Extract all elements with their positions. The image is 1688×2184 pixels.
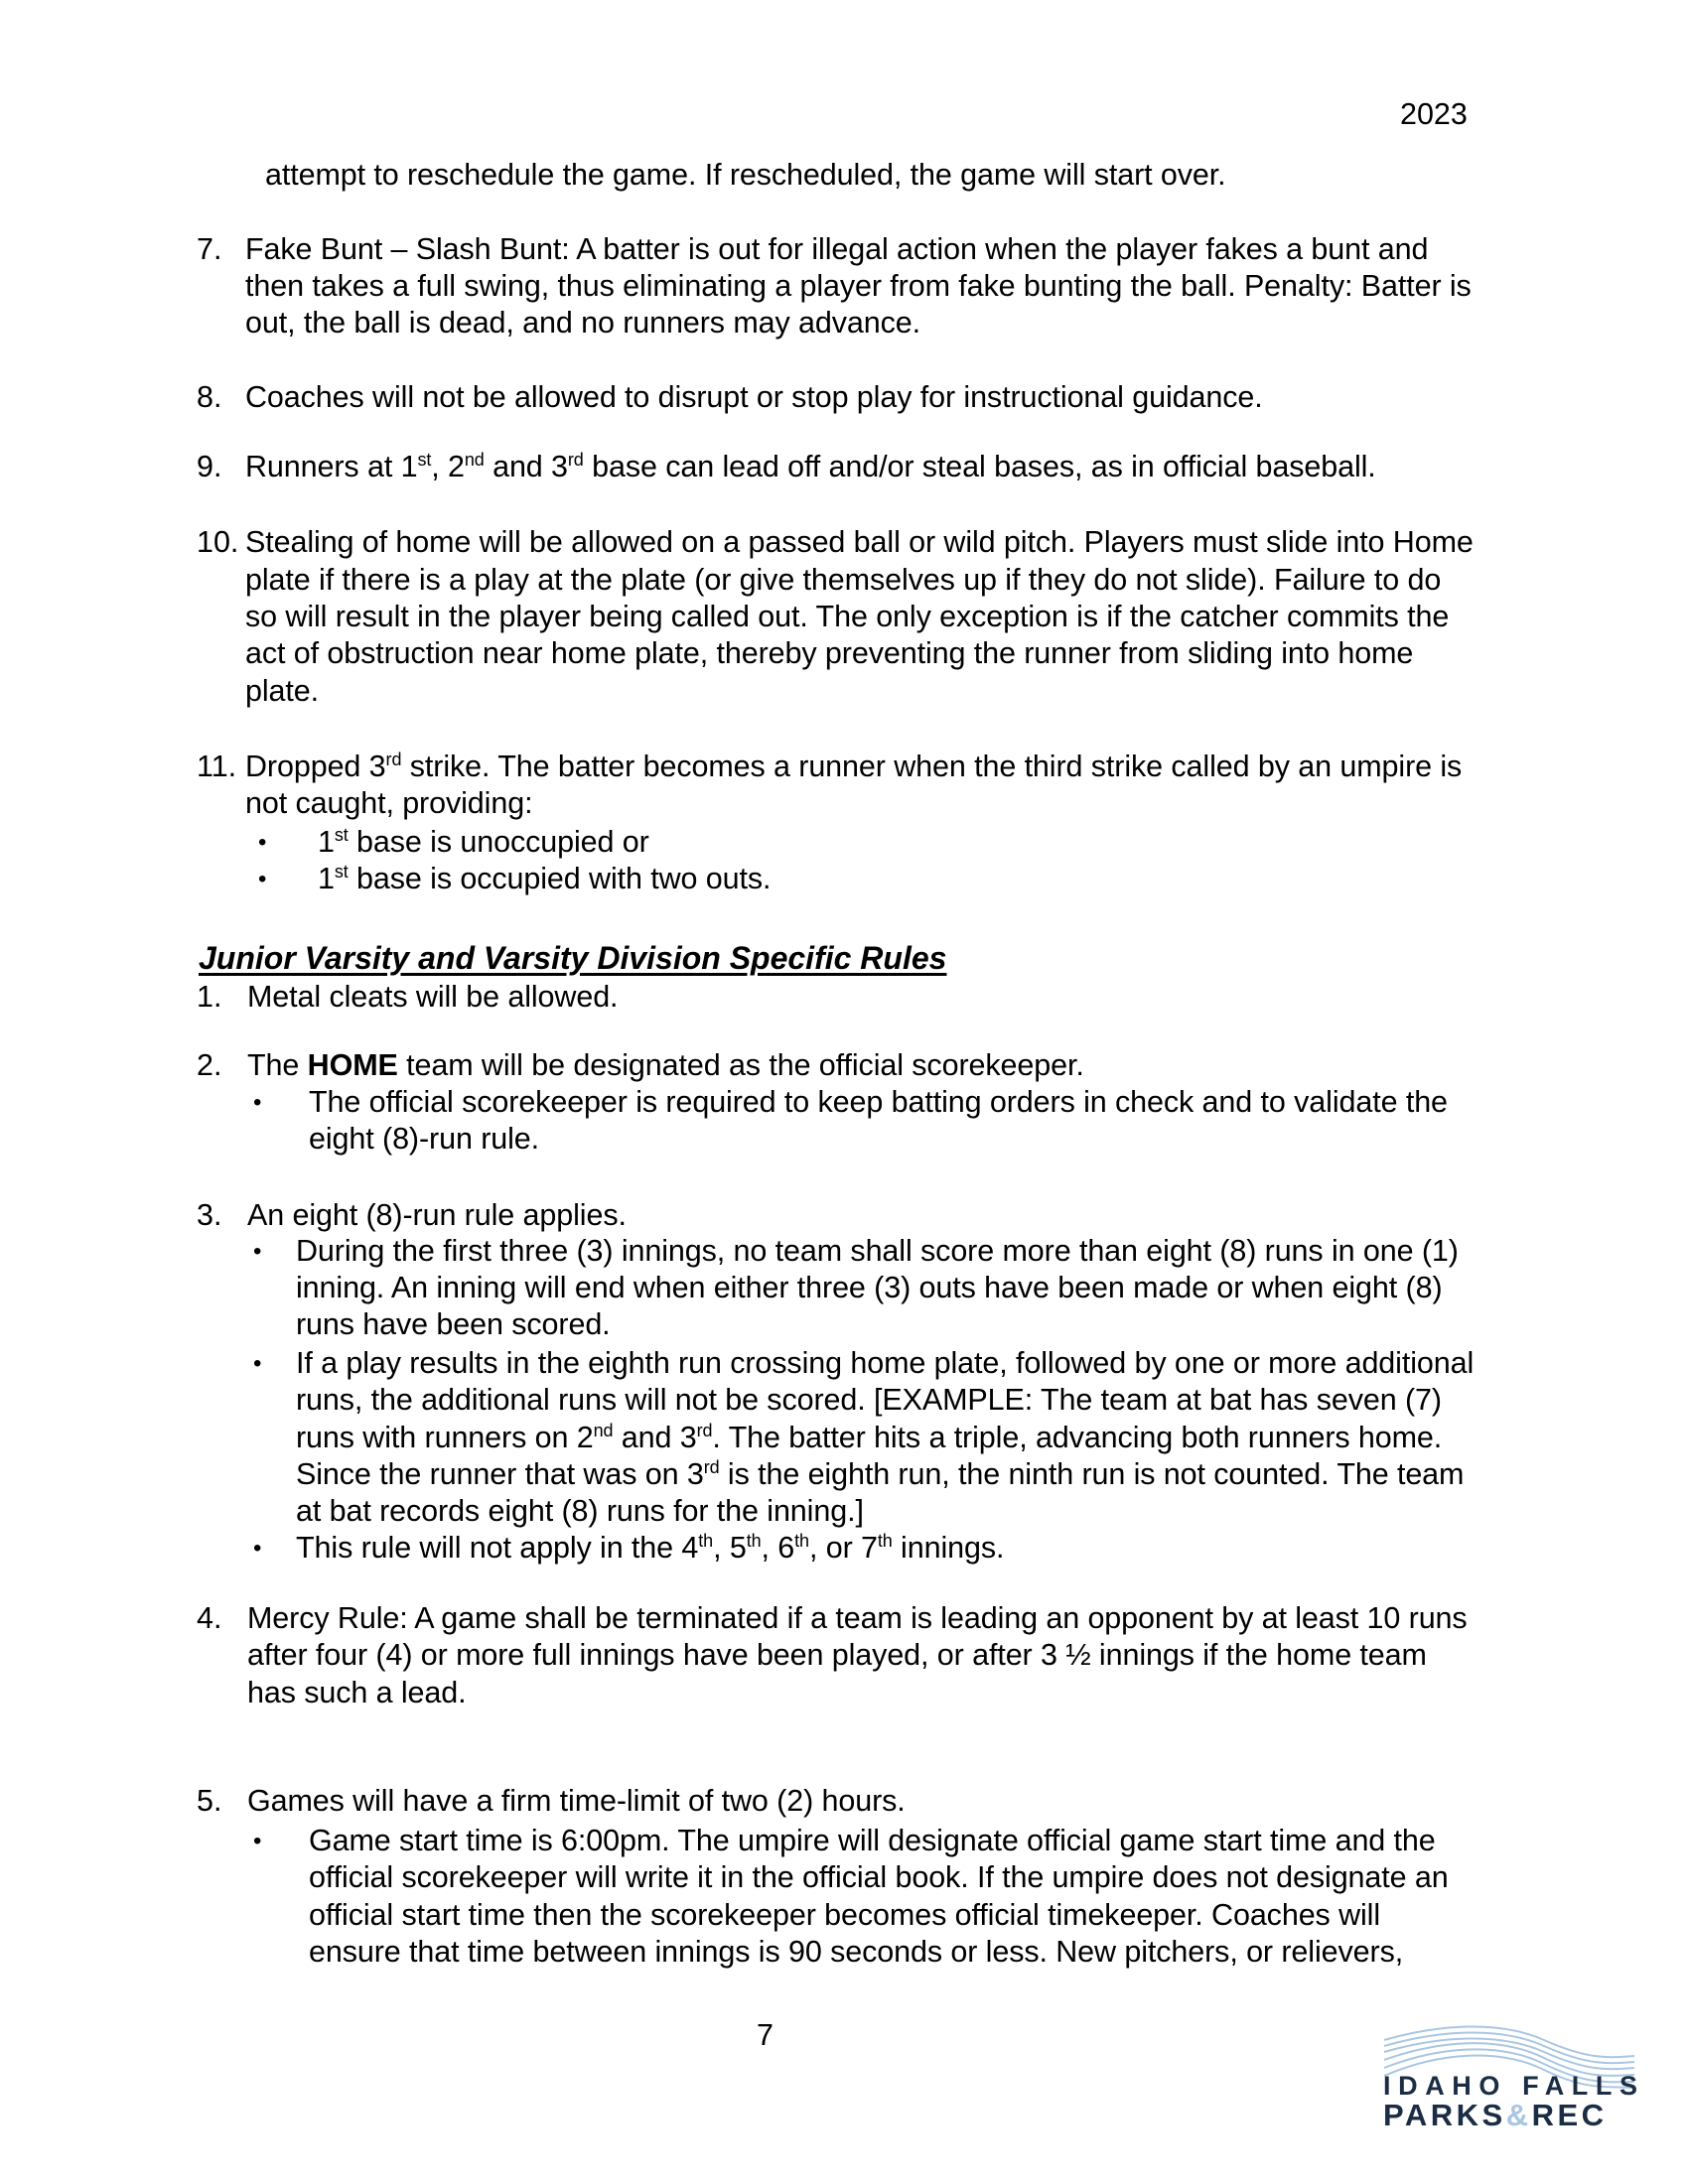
rule-number: 3. bbox=[197, 1198, 222, 1232]
rule-number: 9. bbox=[197, 450, 222, 483]
rule-number: 10. bbox=[197, 525, 239, 559]
rule-text-line: Dropped 3rd strike. The batter becomes a runner when the third strike called by an umpire is bbox=[245, 750, 1463, 783]
rule-number: 1. bbox=[197, 980, 222, 1014]
rule-text-line: Metal cleats will be allowed. bbox=[247, 980, 619, 1014]
rule-number: 4. bbox=[197, 1601, 222, 1635]
bullet-icon: • bbox=[253, 1089, 262, 1116]
rule-text-line: Mercy Rule: A game shall be terminated if a team is leading an opponent by at least 10 runs bbox=[247, 1601, 1468, 1635]
rule-text-line: The HOME team will be designated as the official scorekeeper. bbox=[247, 1048, 1084, 1082]
bullet-icon: • bbox=[258, 829, 267, 856]
rule-text-line: plate if there is a play at the plate (or give themselves up if they do not slide). Failure to do bbox=[245, 563, 1442, 597]
bullet-text: eight (8)-run rule. bbox=[309, 1122, 540, 1156]
section-heading: Junior Varsity and Varsity Division Specific Rules bbox=[199, 940, 947, 976]
rule-number: 11. bbox=[197, 750, 237, 783]
page-number: 7 bbox=[757, 2018, 774, 2052]
rule-number: 7. bbox=[197, 232, 222, 266]
bullet-icon: • bbox=[253, 1828, 262, 1854]
rule-text-line: so will result in the player being called out. The only exception is if the catcher commits the bbox=[245, 600, 1450, 633]
bullet-text: inning. An inning will end when either three (3) outs have been made or when eight (8) bbox=[296, 1271, 1443, 1304]
rule-text-line: out, the ball is dead, and no runners may advance. bbox=[245, 306, 920, 340]
home-bold-text: HOME bbox=[307, 1048, 398, 1082]
rule-text-line: has such a lead. bbox=[247, 1676, 467, 1709]
bullet-icon: • bbox=[253, 1350, 262, 1377]
rule-text-line: after four (4) or more full innings have been played, or after 3 ½ innings if the home team bbox=[247, 1638, 1427, 1672]
rule-text-line: Coaches will not be allowed to disrupt or stop play for instructional guidance. bbox=[245, 380, 1263, 414]
rule-text-line: plate. bbox=[245, 674, 320, 708]
continuation-text: attempt to reschedule the game. If rescheduled, the game will start over. bbox=[265, 158, 1226, 192]
bullet-text: The official scorekeeper is required to keep batting orders in check and to validate the bbox=[309, 1085, 1448, 1119]
rule-text-line: Stealing of home will be allowed on a passed ball or wild pitch. Players must slide into Home bbox=[245, 525, 1474, 559]
rule-text-line: Runners at 1st, 2nd and 3rd base can lead off and/or steal bases, as in official baseball. bbox=[245, 450, 1376, 483]
bullet-text: runs have been scored. bbox=[296, 1307, 611, 1341]
bullet-text: This rule will not apply in the 4th, 5th, 6th, or 7th innings. bbox=[296, 1531, 1005, 1565]
bullet-text: If a play results in the eighth run crossing home plate, followed by one or more additional bbox=[296, 1346, 1475, 1380]
bullet-text: runs with runners on 2nd and 3rd. The batter hits a triple, advancing both runners home. bbox=[296, 1421, 1443, 1454]
bullet-icon: • bbox=[253, 1535, 262, 1562]
rule-text-line: Games will have a firm time-limit of two (2) hours. bbox=[247, 1784, 906, 1818]
idaho-falls-parks-rec-logo bbox=[1380, 2020, 1645, 2132]
bullet-text: 1st base is occupied with two outs. bbox=[318, 862, 772, 895]
rule-number: 2. bbox=[197, 1048, 222, 1082]
rule-text-line: not caught, providing: bbox=[245, 786, 533, 820]
header-year: 2023 bbox=[1400, 97, 1468, 131]
logo-line2: PARKS&REC bbox=[1383, 2098, 1608, 2132]
bullet-text: runs, the additional runs will not be scored. [EXAMPLE: The team at bat has seven (7) bbox=[296, 1383, 1442, 1417]
bullet-text: 1st base is unoccupied or bbox=[318, 825, 649, 859]
bullet-text: Since the runner that was on 3rd is the eighth run, the ninth run is not counted. The team bbox=[296, 1457, 1465, 1491]
rule-number: 5. bbox=[197, 1784, 222, 1818]
rule-number: 8. bbox=[197, 380, 222, 414]
rule-text-line: Fake Bunt – Slash Bunt: A batter is out for illegal action when the player fakes a bunt and bbox=[245, 232, 1429, 266]
bullet-text: ensure that time between innings is 90 seconds or less. New pitchers, or relievers, bbox=[309, 1935, 1404, 1969]
bullet-icon: • bbox=[253, 1238, 262, 1265]
bullet-text: Game start time is 6:00pm. The umpire will designate official game start time and the bbox=[309, 1824, 1436, 1857]
bullet-text: official start time then the scorekeeper becomes official timekeeper. Coaches will bbox=[309, 1898, 1381, 1932]
rule-text-line: An eight (8)-run rule applies. bbox=[247, 1198, 627, 1232]
logo-line1: IDAHO FALLS bbox=[1383, 2071, 1645, 2101]
rule-text-line: act of obstruction near home plate, thereby preventing the runner from sliding into home bbox=[245, 636, 1414, 670]
bullet-text: at bat records eight (8) runs for the inning.] bbox=[296, 1494, 864, 1528]
bullet-icon: • bbox=[258, 866, 267, 892]
bullet-text: During the first three (3) innings, no team shall score more than eight (8) runs in one (1) bbox=[296, 1234, 1459, 1268]
bullet-text: official scorekeeper will write it in the official book. If the umpire does not designate an bbox=[309, 1860, 1449, 1894]
rule-text-line: then takes a full swing, thus eliminating a player from fake bunting the ball. Penalty: Batter is bbox=[245, 269, 1472, 303]
